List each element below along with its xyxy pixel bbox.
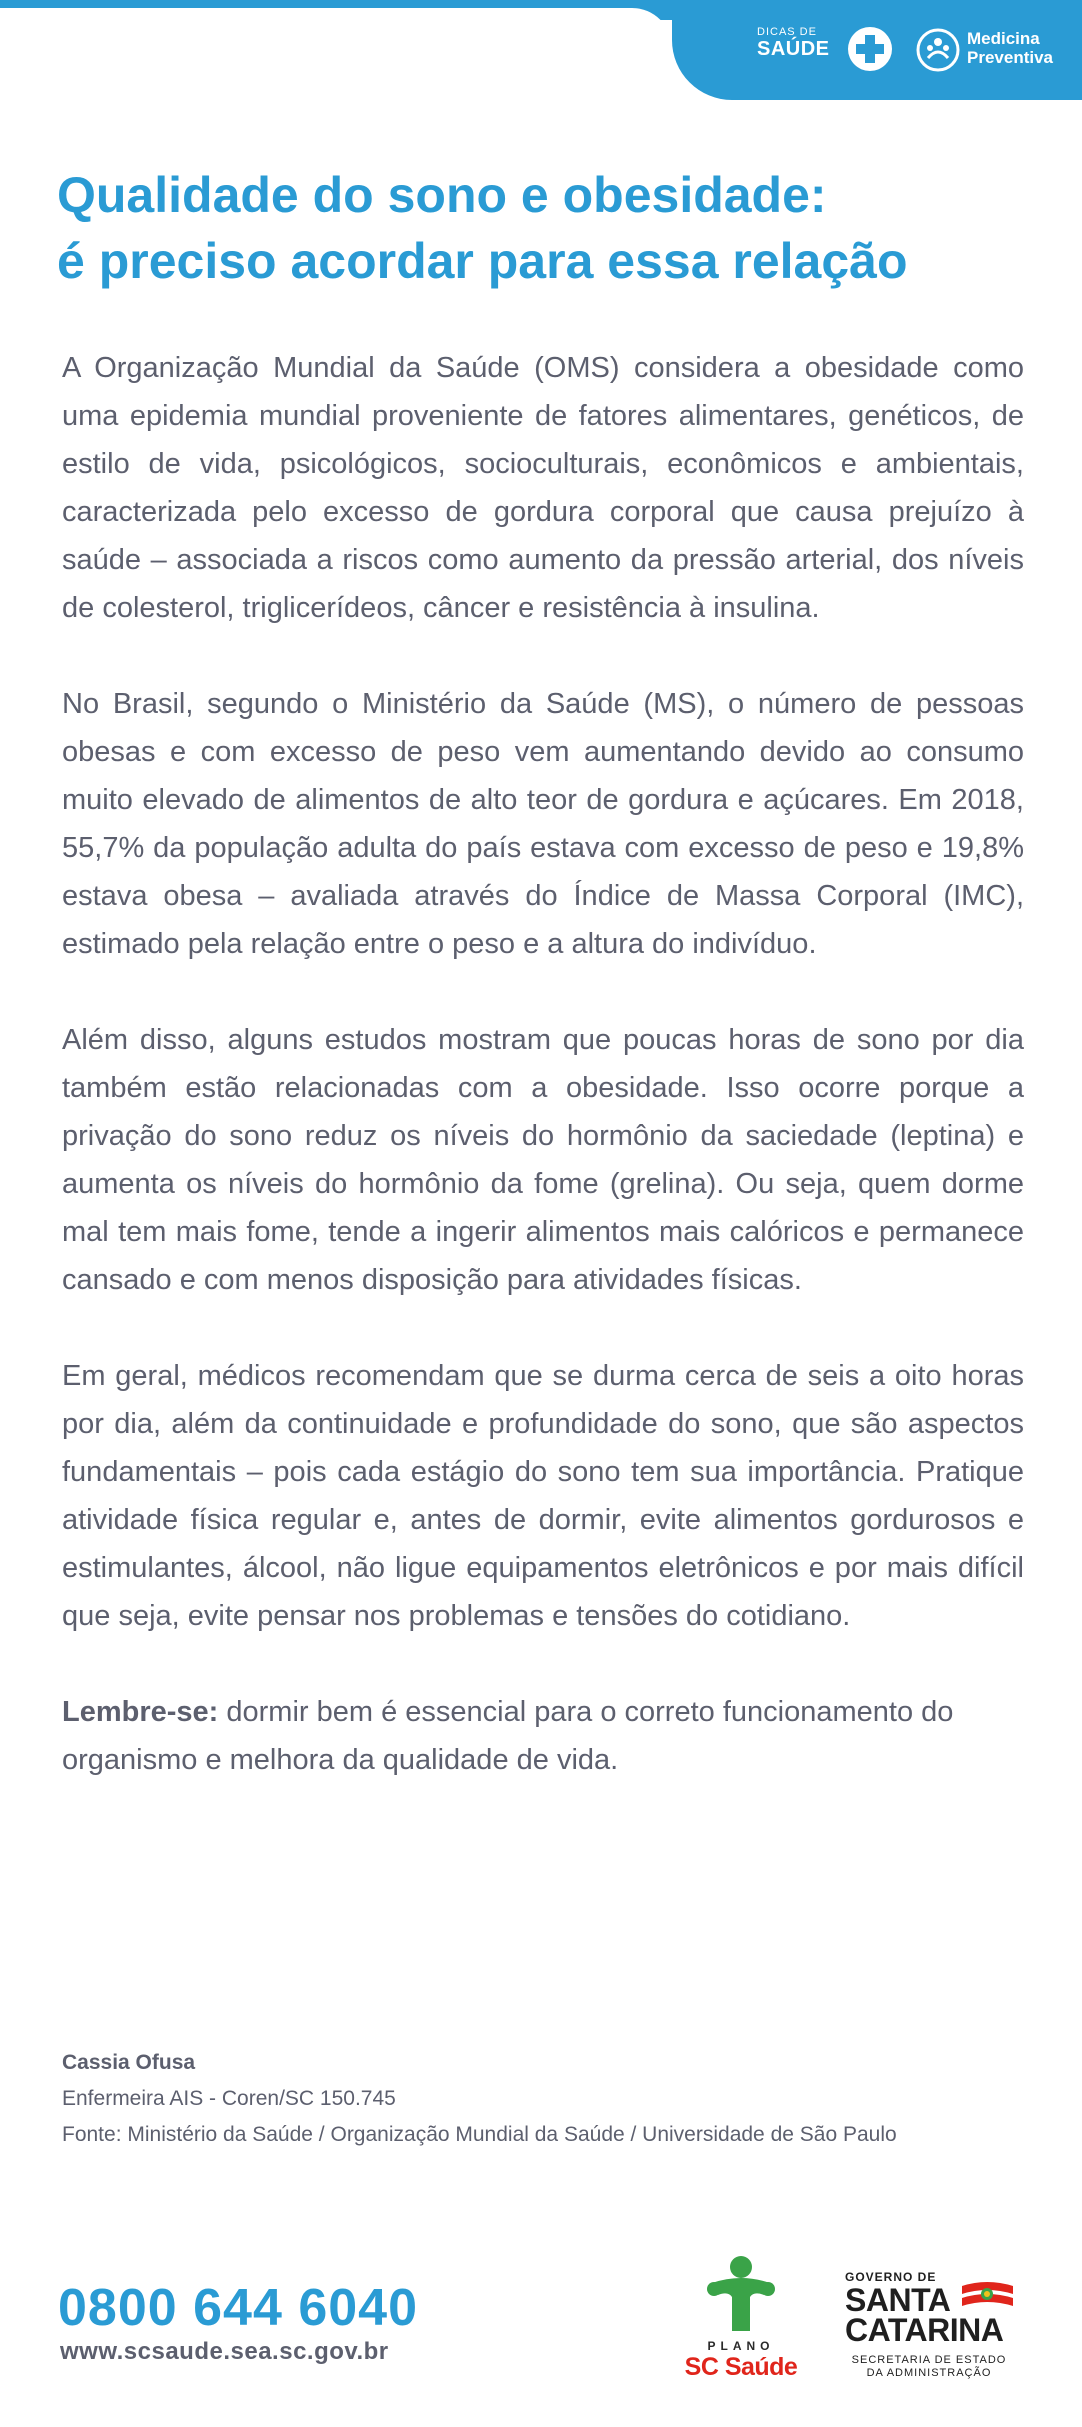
plano-label: PLANO <box>707 2339 775 2353</box>
author-role: Enfermeira AIS - Coren/SC 150.745 <box>62 2087 396 2110</box>
santa-label: SANTA <box>845 2282 951 2318</box>
paragraph-oms: A Organização Mundial da Saúde (OMS) considera a obesidade como uma epidemia mundial proveniente de fatores alimentares, genéticos, de estilo de vida, psicológicos, socioculturais, econômicos e ambientais, caracterizada pelo excesso de gordura corporal que causa prejuízo à saúde – associada a riscos como aumento da pressão arterial, dos níveis de colesterol, triglicerídeos, câncer e resistência à insulina. <box>62 352 1024 624</box>
catarina-label: CATARINA <box>845 2312 1004 2348</box>
medicina-preventiva-logo <box>967 29 1053 67</box>
source-text: Fonte: Ministério da Saúde / Organização Mundial da Saúde / Universidade de São Paulo <box>62 2123 897 2146</box>
plano-sc-saude-logo <box>676 2255 806 2385</box>
lembre-se-label: Lembre-se: <box>62 1696 219 1728</box>
paragraph-brasil: No Brasil, segundo o Ministério da Saúde (MS), o número de pessoas obesas e com excesso de peso vem aumentando devido ao consumo muito elevado de alimentos de alto teor de gordura e açúcares. Em 2018, 55,7% da população adulta do país estava com excesso de peso e 19,8% estava obesa – avaliada através do Índice de Massa Corporal (IMC), estimado pela relação entre o peso e a altura do indivíduo. <box>62 688 1024 960</box>
preventiva-label: Preventiva <box>967 48 1053 67</box>
paragraph-sono: Além disso, alguns estudos mostram que poucas horas de sono por dia também estão relacionadas com a obesidade. Isso ocorre porque a privação do sono reduz os níveis do hormônio da saciedade (leptina) e aumenta os níveis do hormônio da fome (grelina). Ou seja, quem dorme mal tem mais fome, tende a ingerir alimentos mais calóricos e permanece cansado e com menos disposição para atividades físicas. <box>62 1024 1024 1296</box>
paragraph-recomendacoes: Em geral, médicos recomendam que se durma cerca de seis a oito horas por dia, além da continuidade e profundidade do sono, que são aspectos fundamentais – pois cada estágio do sono tem sua importância. Pratique atividade física regular e, antes de dormir, evite alimentos gordurosos e estimulantes, álcool, não ligue equipamentos eletrônicos e por mais difícil que seja, evite pensar nos problemas e tensões do cotidiano. <box>62 1360 1024 1632</box>
article-title <box>57 162 1037 294</box>
article-body <box>62 344 1024 1784</box>
administracao-label: DA ADMINISTRAÇÃO <box>866 2367 992 2379</box>
governo-santa-catarina-logo <box>845 2270 1015 2390</box>
saude-label: SAÚDE <box>757 38 830 60</box>
tab-curve <box>612 0 672 20</box>
plano-figure-icon <box>704 2255 778 2335</box>
dicas-de-label: DICAS DE <box>757 26 817 38</box>
medicina-label: Medicina <box>967 29 1040 48</box>
phone-number: 0800 644 6040 <box>58 2279 419 2337</box>
title-line-1: Qualidade do sono e obesidade: <box>57 167 827 223</box>
paragraph-lembre-se <box>62 1688 1024 1784</box>
governo-de-label: GOVERNO DE <box>845 2270 937 2284</box>
header-logo-tab <box>672 0 1082 100</box>
health-cross-icon <box>847 26 893 72</box>
dicas-de-saude-logo <box>757 26 830 60</box>
medicina-preventiva-icon <box>916 28 960 72</box>
lembre-se-text: dormir bem é essencial para o correto funcionamento do organismo e melhora da qualidade de vida. <box>62 1696 954 1776</box>
title-line-2: é preciso acordar para essa relação <box>57 233 908 289</box>
author-name: Cassia Ofusa <box>62 2051 196 2074</box>
author-block <box>62 2045 897 2153</box>
sc-saude-label: SC Saúde <box>684 2353 798 2381</box>
secretaria-label: SECRETARIA DE ESTADO <box>851 2354 1007 2366</box>
santa-catarina-flag-icon <box>960 2280 1015 2312</box>
website-link[interactable]: www.scsaude.sea.sc.gov.br <box>60 2338 389 2365</box>
